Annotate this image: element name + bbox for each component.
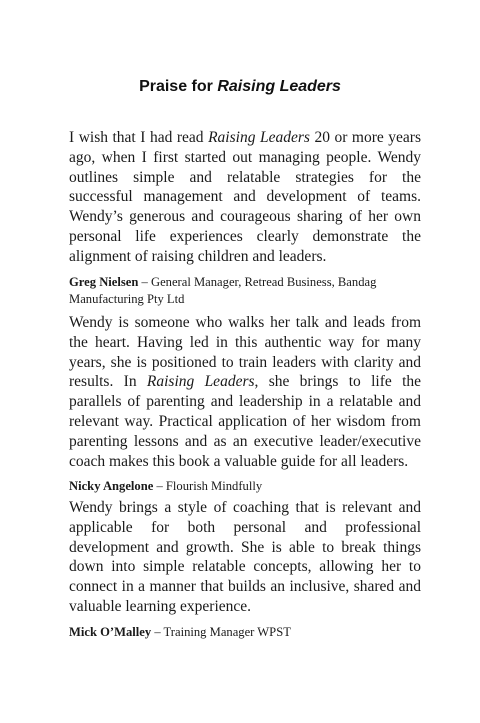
author-name: Mick O’Malley xyxy=(69,624,152,639)
text-segment: 20 or more years ago, when I first started out managing people. Wendy outlines simple and relatable strategies for the successful management and development of teams. Wendy’s generous and courageous sharing of her own personal life experiences clearly demonstrate the alignment of raising children and leaders. xyxy=(69,129,421,265)
testimonial-nicky-angelone xyxy=(69,313,421,496)
testimonial-mick-omalley xyxy=(69,498,421,641)
attribution xyxy=(69,478,421,496)
author-name: Greg Nielsen xyxy=(69,274,139,289)
book-title-inline: Raising Leaders xyxy=(146,373,255,391)
book-title-inline: Raising Leaders xyxy=(208,129,310,146)
title-prefix: Praise for xyxy=(139,78,218,95)
page-title xyxy=(0,77,480,97)
testimonial-text xyxy=(69,313,421,471)
attribution xyxy=(69,274,421,309)
testimonial-greg-nielsen xyxy=(69,128,421,309)
author-role: – Flourish Mindfully xyxy=(153,479,263,494)
author-name: Nicky Angelone xyxy=(69,479,154,494)
title-book-name: Raising Leaders xyxy=(217,78,341,95)
text-segment: Wendy is someone who walks her talk and leads from the heart. Having led in this authentic way for many years, she is positioned to train leaders with clarity and results. In xyxy=(69,314,421,391)
testimonial-text: Wendy brings a style of coaching that is relevant and applicable for both personal and professional development and growth. She is able to break things down into simple relatable concepts, allowing her to connect in a manner that builds an inclusive, shared and valuable learning experience. xyxy=(69,499,421,615)
text-segment: I wish that I had read xyxy=(69,129,209,146)
author-role: – General Manager, Retread Business, Bandag Manufacturing Pty Ltd xyxy=(69,274,377,307)
text-segment: , she brings to life the parallels of parenting and leadership in a relatable and relevant way. Practical application of her wisdom from parenting lessons and as an executive leader/executive coach makes this book a valuable guide for all leaders. xyxy=(69,373,422,470)
attribution xyxy=(69,624,421,642)
testimonial-text xyxy=(69,128,421,267)
author-role: – Training Manager WPST xyxy=(151,624,291,639)
